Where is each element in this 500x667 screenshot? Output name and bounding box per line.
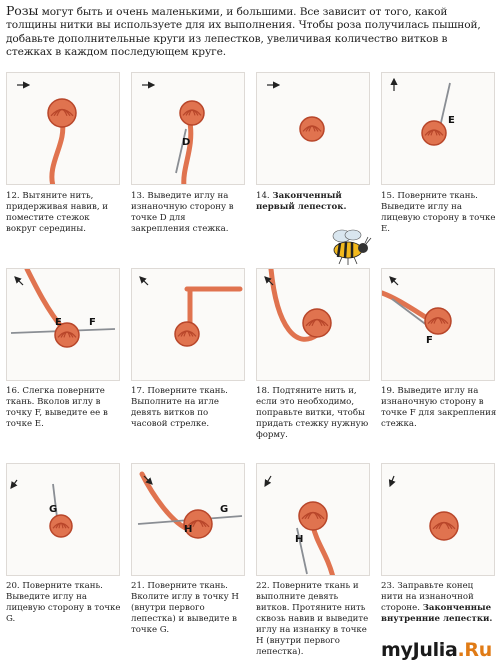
direction-arrow-icon: [140, 277, 148, 285]
step-photo: [6, 72, 120, 185]
step-photo: [6, 268, 120, 381]
step-text: Поверните ткань. Выполните на игле девять витков по часовой стрелке.: [131, 386, 228, 429]
step-photo: [381, 72, 495, 185]
rose-petal: [180, 101, 204, 125]
step-photo: [131, 463, 245, 576]
step-number: 14.: [256, 191, 273, 201]
step-number: 17.: [131, 386, 148, 396]
step-caption: [256, 581, 372, 658]
step-text: Законченный первый лепесток.: [256, 191, 347, 212]
step-caption: [256, 386, 372, 441]
step-text: Поверните ткань. Выведите иглу на лицевую сторону в точке E.: [381, 191, 496, 234]
point-label: F: [426, 335, 433, 346]
step-number: 16.: [6, 386, 23, 396]
step-text: Поверните ткань и выполните девять витков. Протяните нить сквозь навив и выведите иглу на изнанку в точке H (внутри первого лепестка).: [256, 581, 369, 657]
rose-stitch-illustration: [257, 269, 370, 381]
step-text: Заправьте конец нити на изнаночной стороне.: [381, 581, 474, 613]
step-photo: [6, 463, 120, 576]
point-label: D: [182, 137, 191, 148]
direction-arrow-icon: [390, 277, 398, 285]
step-caption: [381, 191, 497, 235]
step-text: Подтяните нить и, если это необходимо, поправьте витки, чтобы придать стежку нужную форму.: [256, 386, 369, 440]
point-label: E: [55, 317, 62, 328]
direction-arrow-icon: [15, 277, 23, 285]
step-text: Поверните ткань. Вколите иглу в точку H (внутри первого лепестка) и выведите в точке G.: [131, 581, 239, 635]
bee-illustration: [322, 226, 374, 268]
rose-petal: [175, 322, 199, 346]
rose-petal: [425, 308, 451, 334]
step-text: Выведите иглу на изнаночную сторону в точке D для закрепления стежка.: [131, 191, 234, 234]
thread-strand: [382, 293, 432, 321]
step-text: Поверните ткань. Выведите иглу на лицевую сторону в точке G.: [6, 581, 121, 624]
rose-stitch-illustration: [257, 464, 370, 576]
rose-petal: [422, 121, 446, 145]
step-caption: [6, 581, 122, 625]
thread-strand: [313, 526, 333, 576]
step-caption: [131, 386, 247, 430]
step-photo: [131, 72, 245, 185]
step-number: 22.: [256, 581, 273, 591]
step-photo: [256, 72, 370, 185]
watermark-part1: myJulia: [380, 639, 458, 661]
rose-stitch-illustration: [7, 73, 120, 185]
step-photo: [381, 268, 495, 381]
step-number: 18.: [256, 386, 273, 396]
rose-stitch-illustration: [382, 464, 495, 576]
point-label: G: [49, 504, 58, 515]
rose-petal: [48, 99, 76, 127]
step-caption: [131, 191, 247, 235]
rose-petal: [299, 502, 327, 530]
step-caption: [381, 386, 497, 430]
step-text: Выведите иглу на изнаночную сторону в точке F для закрепления стежка.: [381, 386, 497, 429]
step-number: 21.: [131, 581, 148, 591]
rose-petal: [50, 515, 72, 537]
step-number: 13.: [131, 191, 148, 201]
watermark: [381, 639, 492, 661]
step-caption: [381, 581, 497, 625]
rose-stitch-illustration: [382, 73, 495, 185]
rose-stitch-illustration: [382, 269, 495, 381]
step-caption: [6, 386, 122, 430]
direction-arrow-icon: [11, 480, 17, 488]
step-number: 12.: [6, 191, 23, 201]
step-photo: [131, 268, 245, 381]
thread-strand: [52, 121, 63, 185]
rose-petal: [303, 309, 331, 337]
step-photo: [256, 463, 370, 576]
rose-stitch-illustration: [7, 269, 120, 381]
intro-paragraph: [6, 4, 496, 60]
rose-petal: [300, 117, 324, 141]
step-text-bold: Законченные внутренние лепестки.: [381, 603, 493, 624]
step-caption: [6, 191, 122, 235]
rose-petal: [430, 512, 458, 540]
direction-arrow-icon: [390, 476, 394, 486]
step-text: Вытяните нить, придерживая навив, и поместите стежок вокруг середины.: [6, 191, 109, 234]
point-label: E: [448, 115, 455, 126]
point-label: G: [220, 504, 229, 515]
watermark-part2: .Ru: [457, 639, 492, 661]
thread-strand: [187, 289, 240, 324]
direction-arrow-icon: [265, 476, 271, 486]
rose-stitch-illustration: [7, 464, 120, 576]
point-label: H: [295, 534, 304, 545]
rose-stitch-illustration: [132, 464, 245, 576]
intro-text: могут быть и очень маленькими, и большими. Все зависит от того, какой толщины нитки вы используете для их выполнения. Чтобы роза получилась пышной, добавьте дополнительные круги из лепестков, увеличивая количество витков в стежках в каждом последующем круге.: [6, 6, 481, 59]
point-label: F: [89, 317, 96, 328]
step-text: Слегка поверните ткань. Вколов иглу в точку F, выведите ее в точке E.: [6, 386, 108, 429]
step-caption: [256, 191, 372, 213]
step-caption: [131, 581, 247, 636]
step-photo: [381, 463, 495, 576]
step-photo: [256, 268, 370, 381]
rose-stitch-illustration: [257, 73, 370, 185]
step-number: 19.: [381, 386, 398, 396]
step-number: 15.: [381, 191, 398, 201]
rose-stitch-illustration: [132, 73, 245, 185]
step-number: 23.: [381, 581, 398, 591]
step-number: 20.: [6, 581, 23, 591]
rose-stitch-illustration: [132, 269, 245, 381]
intro-lead: Розы: [6, 3, 39, 18]
point-label: H: [184, 524, 193, 535]
